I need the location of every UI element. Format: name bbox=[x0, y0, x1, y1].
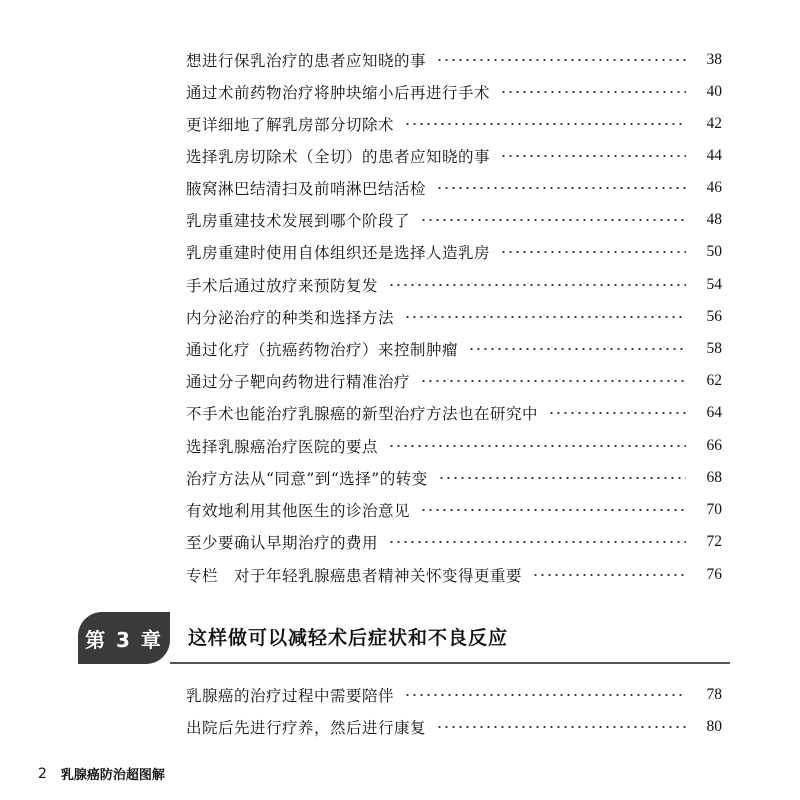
footer-page-number: 2 bbox=[38, 765, 47, 782]
toc-entry[interactable] bbox=[186, 463, 722, 493]
chapter-badge: 第 3 章 bbox=[78, 612, 170, 664]
toc-entry-page: 78 bbox=[706, 686, 722, 703]
toc-entry-page: 46 bbox=[706, 179, 722, 196]
toc-entry-title: 通过分子靶向药物进行精准治疗 bbox=[186, 370, 414, 392]
toc-entry-title: 至少要确认早期治疗的费用 bbox=[186, 531, 382, 553]
toc-entry-page: 50 bbox=[706, 243, 722, 260]
toc-entry-page: 64 bbox=[706, 404, 722, 421]
toc-entry-title: 乳房重建技术发展到哪个阶段了 bbox=[186, 209, 414, 231]
dot-leader bbox=[388, 445, 686, 447]
dot-leader bbox=[500, 155, 686, 157]
toc-entry[interactable] bbox=[186, 680, 722, 710]
toc-entry[interactable] bbox=[186, 205, 722, 235]
toc-entry-page: 62 bbox=[706, 372, 722, 389]
toc-entry-page: 44 bbox=[706, 147, 722, 164]
toc-entry[interactable] bbox=[186, 173, 722, 203]
toc-entry-page: 38 bbox=[706, 51, 722, 68]
dot-leader bbox=[436, 59, 686, 61]
dot-leader bbox=[468, 348, 686, 350]
toc-entry-title: 乳腺癌的治疗过程中需要陪伴 bbox=[186, 684, 398, 706]
toc-entry-title: 不手术也能治疗乳腺癌的新型治疗方法也在研究中 bbox=[186, 402, 542, 424]
dot-leader bbox=[438, 477, 686, 479]
toc-entry-page: 56 bbox=[706, 308, 722, 325]
toc-entry-page: 70 bbox=[706, 501, 722, 518]
toc-entry[interactable] bbox=[186, 334, 722, 364]
toc-entry[interactable] bbox=[186, 77, 722, 107]
dot-leader bbox=[500, 251, 686, 253]
toc-entry[interactable] bbox=[186, 45, 722, 75]
toc-entry[interactable] bbox=[186, 431, 722, 461]
toc-entry[interactable] bbox=[186, 302, 722, 332]
dot-leader bbox=[404, 316, 686, 318]
toc-entry[interactable] bbox=[186, 270, 722, 300]
dot-leader bbox=[404, 123, 686, 125]
toc-entry-column[interactable] bbox=[186, 560, 722, 590]
toc-entry[interactable] bbox=[186, 141, 722, 171]
toc-entry-page: 80 bbox=[706, 718, 722, 735]
dot-leader bbox=[388, 284, 686, 286]
toc-entry-page: 42 bbox=[706, 115, 722, 132]
toc-entry[interactable] bbox=[186, 398, 722, 428]
toc-entry-title: 出院后先进行疗养，然后进行康复 bbox=[186, 716, 430, 738]
dot-leader bbox=[500, 91, 686, 93]
toc-entry[interactable] bbox=[186, 495, 722, 525]
toc-entry-page: 68 bbox=[706, 469, 722, 486]
toc-entry-title: 内分泌治疗的种类和选择方法 bbox=[186, 306, 398, 328]
toc-entry-title: 有效地利用其他医生的诊治意见 bbox=[186, 499, 414, 521]
dot-leader bbox=[404, 694, 686, 696]
toc-entry-page: 54 bbox=[706, 276, 722, 293]
dot-leader bbox=[420, 380, 686, 382]
toc-entry-page: 66 bbox=[706, 437, 722, 454]
footer-book-title: 乳腺癌防治超图解 bbox=[60, 768, 165, 783]
dot-leader bbox=[436, 726, 686, 728]
toc-entry[interactable] bbox=[186, 366, 722, 396]
dot-leader bbox=[532, 574, 686, 576]
toc-entry-title: 治疗方法从“同意”到“选择”的转变 bbox=[186, 467, 432, 489]
toc-entry-page: 72 bbox=[706, 533, 722, 550]
toc-entry-title: 专栏 对于年轻乳腺癌患者精神关怀变得更重要 bbox=[186, 564, 526, 586]
toc-entry-title: 手术后通过放疗来预防复发 bbox=[186, 274, 382, 296]
dot-leader bbox=[548, 412, 686, 414]
chapter-divider bbox=[170, 662, 730, 664]
dot-leader bbox=[420, 509, 686, 511]
toc-entry-title: 乳房重建时使用自体组织还是选择人造乳房 bbox=[186, 241, 494, 263]
dot-leader bbox=[436, 187, 686, 189]
dot-leader bbox=[420, 219, 686, 221]
toc-entry-page: 48 bbox=[706, 211, 722, 228]
toc-entry-title: 更详细地了解乳房部分切除术 bbox=[186, 113, 398, 135]
toc-entry-page: 76 bbox=[706, 566, 722, 583]
toc-entry-title: 通过术前药物治疗将肿块缩小后再进行手术 bbox=[186, 81, 494, 103]
toc-entry[interactable] bbox=[186, 527, 722, 557]
toc-entry-page: 58 bbox=[706, 340, 722, 357]
toc-entry[interactable] bbox=[186, 109, 722, 139]
toc-entry-title: 腋窝淋巴结清扫及前哨淋巴结活检 bbox=[186, 177, 430, 199]
toc-entry-title: 选择乳房切除术（全切）的患者应知晓的事 bbox=[186, 145, 494, 167]
toc-entry[interactable] bbox=[186, 237, 722, 267]
toc-entry-title: 通过化疗（抗癌药物治疗）来控制肿瘤 bbox=[186, 338, 462, 360]
toc-entry-page: 40 bbox=[706, 83, 722, 100]
toc-entry-title: 想进行保乳治疗的患者应知晓的事 bbox=[186, 49, 430, 71]
dot-leader bbox=[388, 541, 686, 543]
toc-entry-title: 选择乳腺癌治疗医院的要点 bbox=[186, 435, 382, 457]
chapter-title: 这样做可以减轻术后症状和不良反应 bbox=[188, 627, 509, 649]
page-footer bbox=[38, 764, 165, 783]
chapter-heading[interactable] bbox=[78, 612, 730, 668]
toc-entry[interactable] bbox=[186, 712, 722, 742]
